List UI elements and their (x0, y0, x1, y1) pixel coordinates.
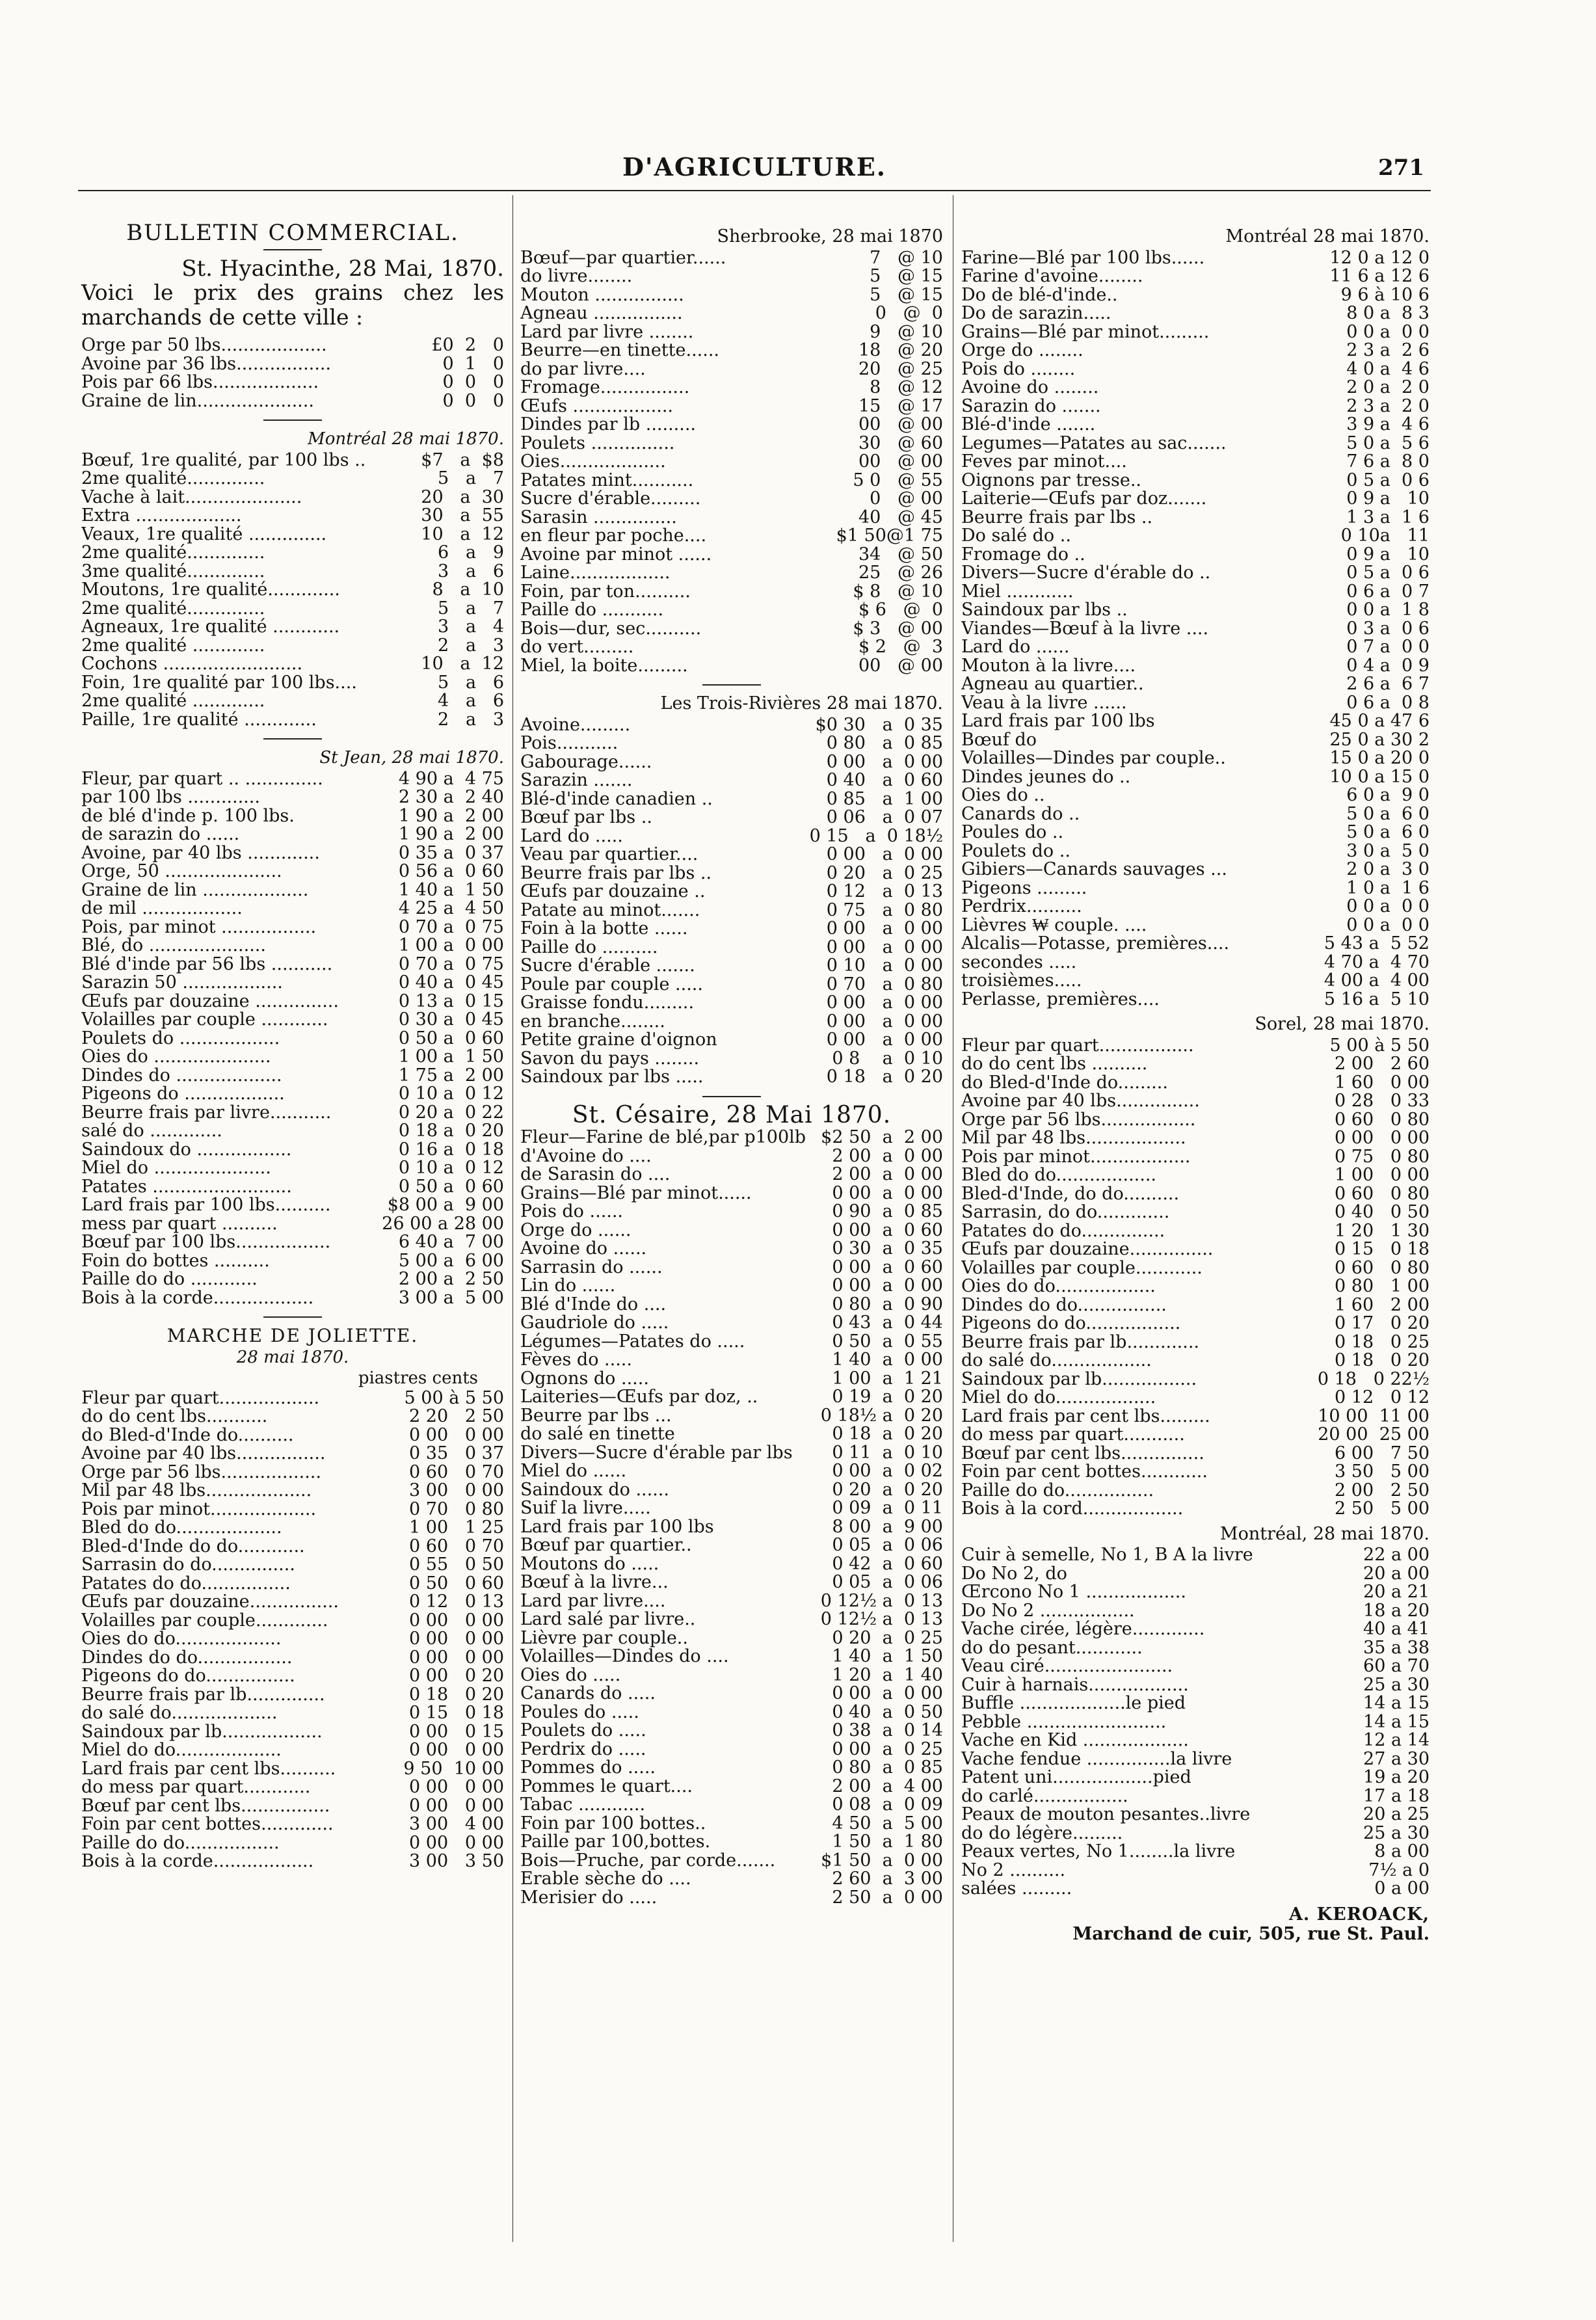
price-row: do do cent lbs .......... 2 00 2 60 (961, 1055, 1430, 1074)
price-row: Lard frais par 100 lbs.......... $8 00 a 9 00 (81, 1196, 504, 1215)
price-row: en fleur par poche.... $1 50@1 75 (520, 527, 943, 546)
column-3 (961, 215, 1430, 1944)
price-row: de Sarasin do .... 2 00 a 0 00 (520, 1166, 943, 1184)
st-hyacinthe-list (81, 336, 504, 410)
running-title: D'AGRICULTURE. (622, 152, 887, 181)
price-row: Pois par minot.................. 0 75 0 80 (961, 1147, 1430, 1166)
price-row: Do de blé-d'inde.. 9 6 à 10 6 (961, 286, 1430, 304)
price-row: do carlé................. 17 a 18 (961, 1787, 1430, 1806)
price-row: do salé en tinette 0 18 a 0 20 (520, 1425, 943, 1444)
price-row: Grains—Blé par minot...... 0 00 a 0 00 (520, 1184, 943, 1203)
price-row: Saindoux par lb................. 0 18 0 22½ (961, 1370, 1430, 1389)
price-row: 2me qualité ............. 4 a 6 (81, 692, 504, 711)
price-row: Sucre d'érable ....... 0 10 a 0 00 (520, 957, 943, 976)
price-row: en branche........ 0 00 a 0 00 (520, 1012, 943, 1031)
price-row: salées ......... 0 a 00 (961, 1880, 1430, 1899)
price-row: Patates do do................ 0 50 0 60 (81, 1574, 504, 1593)
price-row: Perdrix.......... 0 0 a 0 0 (961, 898, 1430, 916)
price-row: Bois—Pruche, par corde....... $1 50 a 0 00 (520, 1851, 943, 1870)
price-row: Veau ciré....................... 60 a 70 (961, 1657, 1430, 1676)
price-row: Volailles—Dindes par couple.. 15 0 a 20 0 (961, 749, 1430, 768)
price-row: Pigeons do do................. 0 17 0 20 (961, 1314, 1430, 1333)
price-row: Dindes jeunes do .. 10 0 a 15 0 (961, 767, 1430, 786)
price-row: Pois do ...... 0 90 a 0 85 (520, 1203, 943, 1221)
price-row: Saindoux par lbs ..... 0 18 a 0 20 (520, 1068, 943, 1087)
price-row: mess par quart .......... 26 00 a 28 00 (81, 1214, 504, 1233)
price-row: Veau à la livre ...... 0 6 a 0 8 (961, 693, 1430, 712)
price-row: Mouton à la livre.... 0 4 a 0 9 (961, 656, 1430, 675)
price-row: 2me qualité.............. 5 a 7 (81, 599, 504, 618)
price-row: Lièvres ₩ couple. .... 0 0 a 0 0 (961, 916, 1430, 935)
st-jean-date: St Jean, 28 mai 1870. (319, 748, 504, 767)
price-row: Pois do ........ 4 0 a 4 6 (961, 360, 1430, 379)
price-row: Blé d'inde par 56 lbs ........... 0 70 a 0 75 (81, 955, 504, 974)
price-row: Vache à lait..................... 20 a 30 (81, 488, 504, 507)
section-rule (702, 684, 761, 686)
price-row: do vert......... $ 2 @ 3 (520, 638, 943, 657)
price-row: Sarrasin do do............... 0 55 0 50 (81, 1556, 504, 1575)
price-row: Bœuf par lbs .. 0 06 a 0 07 (520, 808, 943, 827)
price-row: Foin do bottes .......... 5 00 a 6 00 (81, 1251, 504, 1270)
price-row: Miel do ..................... 0 10 a 0 12 (81, 1159, 504, 1178)
price-row: Do salé do .. 0 10a 11 (961, 527, 1430, 546)
price-row: Farine d'avoine........ 11 6 a 12 6 (961, 267, 1430, 286)
price-row: Bled do do................... 1 00 1 25 (81, 1519, 504, 1538)
price-row: Sucre d'érable......... 0 @ 00 (520, 490, 943, 509)
price-row: Moutons do ..... 0 42 a 0 60 (520, 1554, 943, 1573)
price-row: Vache en Kid ................... 12 a 14 (961, 1731, 1430, 1750)
price-row: Poules do .. 5 0 a 6 0 (961, 823, 1430, 842)
price-row: Divers—Sucre d'érable par lbs 0 11 a 0 10 (520, 1443, 943, 1462)
price-row: Avoine par 40 lbs................ 0 35 0 37 (81, 1445, 504, 1463)
price-row: Patates mint........... 5 0 @ 55 (520, 471, 943, 490)
price-row: Lard do ...... 0 7 a 0 0 (961, 638, 1430, 657)
price-row: Patent uni..................pied 19 a 20 (961, 1768, 1430, 1787)
price-row: Pigeons do .................. 0 10 a 0 12 (81, 1085, 504, 1104)
price-row: do do cent lbs........... 2 20 2 50 (81, 1407, 504, 1426)
price-row: Œufs .................. 15 @ 17 (520, 397, 943, 416)
price-row: Grains—Blé par minot......... 0 0 a 0 0 (961, 323, 1430, 341)
montreal-date: Montréal 28 mai 1870. (308, 429, 504, 449)
price-row: Paille, 1re qualité ............. 2 a 3 (81, 710, 504, 729)
price-row: do par livre.... 20 @ 25 (520, 360, 943, 379)
price-row: Avoine par minot ...... 34 @ 50 (520, 545, 943, 564)
price-row: Graisse fondu......... 0 00 a 0 00 (520, 994, 943, 1013)
price-row: Paille do do................. 0 00 0 00 (81, 1833, 504, 1852)
price-row: Blé-d'inde canadien .. 0 85 a 1 00 (520, 790, 943, 808)
price-row: Legumes—Patates au sac....... 5 0 a 5 6 (961, 434, 1430, 453)
price-row: Sarazin ....... 0 40 a 0 60 (520, 771, 943, 790)
price-row: Lard frais par cent lbs.......... 9 50 10 00 (81, 1759, 504, 1778)
price-row: Laiteries—Œufs par doz, .. 0 19 a 0 20 (520, 1388, 943, 1407)
price-row: do do légère......... 25 a 30 (961, 1824, 1430, 1843)
price-row: Buffle ...................le pied 14 a 15 (961, 1694, 1430, 1713)
price-row: Extra ................... 30 a 55 (81, 507, 504, 526)
price-row: Canards do .. 5 0 a 6 0 (961, 805, 1430, 823)
section-rule (263, 1316, 322, 1318)
price-row: Œufs par douzaine............... 0 15 0 18 (961, 1240, 1430, 1259)
price-row: Foin, 1re qualité par 100 lbs.... 5 a 6 (81, 673, 504, 692)
price-row: Sarrasin, do do............. 0 40 0 50 (961, 1203, 1430, 1222)
price-row: Fromage do .. 0 9 a 10 (961, 545, 1430, 564)
price-row: Petite graine d'oignon 0 00 a 0 00 (520, 1031, 943, 1050)
price-row: Canards do ..... 0 00 a 0 00 (520, 1685, 943, 1703)
price-row: Paille do ........... $ 6 @ 0 (520, 601, 943, 620)
bulletin-title: BULLETIN COMMERCIAL. (126, 220, 459, 246)
section-rule (263, 420, 322, 421)
price-row: Bœuf do 25 0 a 30 2 (961, 730, 1430, 749)
price-row: Poulets ............... 30 @ 60 (520, 434, 943, 453)
price-row: Sarazin 50 .................. 0 40 a 0 45 (81, 974, 504, 993)
price-row: Oies do do.................. 0 80 1 00 (961, 1277, 1430, 1296)
price-row: 2me qualité.............. 5 a 7 (81, 470, 504, 488)
price-row: Paille do do................ 2 00 2 50 (961, 1481, 1430, 1500)
price-row: Orge par 56 lbs.................. 0 60 0 70 (81, 1463, 504, 1482)
price-row: Mil par 48 lbs.................. 0 00 0 00 (961, 1129, 1430, 1148)
price-row: Poules do ..... 0 40 a 0 50 (520, 1703, 943, 1722)
price-row: Orge do ...... 0 00 a 0 60 (520, 1221, 943, 1240)
price-row: Avoine par 36 lbs................. 0 1 0 (81, 354, 504, 373)
price-row: Fleur—Farine de blé,par p100lb $2 50 a 2 00 (520, 1128, 943, 1147)
price-row: Do No 2 ................. 18 a 20 (961, 1601, 1430, 1620)
price-row: Pois, par minot ................. 0 70 a 0 75 (81, 918, 504, 937)
price-row: Orge, 50 ..................... 0 56 a 0 60 (81, 862, 504, 881)
price-row: Bœuf par 100 lbs................. 6 40 a 7 00 (81, 1233, 504, 1252)
price-row: Bled do do.................. 1 00 0 00 (961, 1166, 1430, 1185)
sorel-list (961, 1037, 1430, 1519)
price-row: Saindoux par lb.................. 0 00 0 15 (81, 1722, 504, 1741)
price-row: Pommes le quart.... 2 00 a 4 00 (520, 1777, 943, 1796)
price-row: Patates do do............... 1 20 1 30 (961, 1221, 1430, 1240)
price-row: Œufs par douzaine ............... 0 13 a 0 15 (81, 992, 504, 1011)
price-row: Bœuf, 1re qualité, par 100 lbs .. $7 a $8 (81, 451, 504, 470)
price-row: Paille do do ............ 2 00 a 2 50 (81, 1270, 504, 1289)
price-row: Patate au minot....... 0 75 a 0 80 (520, 901, 943, 920)
price-row: de sarazin do ...... 1 90 a 2 00 (81, 825, 504, 844)
price-row: Pois par minot................... 0 70 0 80 (81, 1500, 504, 1519)
price-row: Blé d'Inde do .... 0 80 a 0 90 (520, 1295, 943, 1314)
price-row: Pigeons ......... 1 0 a 1 6 (961, 879, 1430, 898)
price-row: Dindes do do................ 1 60 2 00 (961, 1296, 1430, 1314)
price-row: Viandes—Bœuf à la livre .... 0 3 a 0 6 (961, 619, 1430, 638)
price-row: do mess par quart........... 20 00 25 00 (961, 1426, 1430, 1445)
montreal-produce-list (961, 249, 1430, 1009)
price-row: Lard frais par 100 lbs 45 0 a 47 6 (961, 712, 1430, 731)
price-row: Peaux de mouton pesantes..livre 20 a 25 (961, 1806, 1430, 1824)
price-row: Poulets do .................. 0 50 a 0 60 (81, 1029, 504, 1048)
price-row: Merisier do ..... 2 50 a 0 00 (520, 1888, 943, 1907)
price-row: Lard par livre ........ 9 @ 10 (520, 323, 943, 341)
price-row: Bœuf par cent lbs............... 6 00 7 50 (961, 1444, 1430, 1463)
price-row: Erable sèche do .... 2 60 a 3 00 (520, 1870, 943, 1889)
price-row: Peaux vertes, No 1........la livre 8 a 00 (961, 1843, 1430, 1861)
joliette-list (81, 1389, 504, 1871)
price-row: Poule par couple ..... 0 70 a 0 80 (520, 975, 943, 994)
price-row: Oies do do................... 0 00 0 00 (81, 1630, 504, 1649)
price-row: Foin par 100 bottes.. 4 50 a 5 00 (520, 1814, 943, 1833)
price-row: Suif la livre..... 0 09 a 0 11 (520, 1499, 943, 1518)
page-number: 271 (1378, 155, 1424, 181)
price-row: Poulets do .. 3 0 a 5 0 (961, 842, 1430, 860)
price-row: do do pesant............ 35 a 38 (961, 1638, 1430, 1657)
price-row: do salé do................... 0 15 0 18 (81, 1704, 504, 1723)
price-row: Alcalis—Potasse, premières.... 5 43 a 5 52 (961, 935, 1430, 953)
sherbrooke-date: Sherbrooke, 28 mai 1870 (717, 226, 943, 247)
trois-rivieres-date: Les Trois-Rivières 28 mai 1870. (660, 693, 943, 713)
st-hyacinthe-intro: Voici le prix des grains chez les marchands de cette ville : (81, 280, 504, 330)
price-row: Lard frais par 100 lbs 8 00 a 9 00 (520, 1517, 943, 1536)
price-row: Bois—dur, sec.......... $ 3 @ 00 (520, 619, 943, 638)
price-row: Lard frais par cent lbs......... 10 00 11 00 (961, 1407, 1430, 1426)
price-row: Sarasin ............... 40 @ 45 (520, 508, 943, 527)
price-row: Miel do ...... 0 00 a 0 02 (520, 1462, 943, 1481)
price-row: Dindes do do................. 0 00 0 00 (81, 1648, 504, 1667)
st-cesaire-list (520, 1128, 943, 1907)
st-hyacinthe-place: St. Hyacinthe, 28 Mai, 1870. (181, 255, 504, 282)
price-row: Fèves do ..... 1 40 a 0 00 (520, 1351, 943, 1370)
price-row: Volailles—Dindes do .... 1 40 a 1 50 (520, 1647, 943, 1666)
price-row: Cuir à harnais.................. 25 a 30 (961, 1675, 1430, 1694)
price-row: Lin do ...... 0 00 a 0 00 (520, 1277, 943, 1296)
price-row: Oies................... 00 @ 00 (520, 453, 943, 472)
st-jean-list (81, 770, 504, 1308)
st-cesaire-title: St. Césaire, 28 Mai 1870. (572, 1101, 892, 1128)
price-row: Foin, par ton.......... $ 8 @ 10 (520, 582, 943, 601)
price-row: Sarrasin do ...... 0 00 a 0 60 (520, 1258, 943, 1277)
price-row: Gibiers—Canards sauvages ... 2 0 a 3 0 (961, 860, 1430, 879)
price-row: Do No 2, do 20 a 00 (961, 1564, 1430, 1583)
price-row: Beurre—en tinette...... 18 @ 20 (520, 341, 943, 360)
price-row: Beurre frais par lbs .. 1 3 a 1 6 (961, 508, 1430, 527)
price-row: Agneau ................ 0 @ 0 (520, 304, 943, 323)
price-row: Bois à la cord.................. 2 50 5 00 (961, 1500, 1430, 1519)
price-row: Laine.................. 25 @ 26 (520, 564, 943, 583)
price-row: Pois........... 0 80 a 0 85 (520, 734, 943, 753)
price-row: Fleur par quart................. 5 00 à 5 50 (961, 1036, 1430, 1055)
price-row: Mouton ................ 5 @ 15 (520, 286, 943, 304)
price-row: Fleur, par quart .. .............. 4 90 a 4 75 (81, 769, 504, 788)
price-row: Pois par 66 lbs................... 0 0 0 (81, 373, 504, 392)
price-row: No 2 .......... 7½ a 0 (961, 1861, 1430, 1880)
price-row: Paille do .......... 0 00 a 0 00 (520, 938, 943, 957)
price-row: Bled-d'Inde, do do.......... 0 60 0 80 (961, 1184, 1430, 1203)
price-row: de mil .................. 4 25 a 4 50 (81, 900, 504, 918)
price-row: Oies do ..... 1 20 a 1 40 (520, 1666, 943, 1685)
price-row: Saindoux do ................. 0 16 a 0 18 (81, 1140, 504, 1159)
column-divider-1 (512, 195, 513, 2242)
price-row: Lard do ..... 0 15 a 0 18½ (520, 827, 943, 846)
price-row: Avoine do ........ 2 0 a 2 0 (961, 379, 1430, 397)
price-row: Avoine par 40 lbs............... 0 28 0 33 (961, 1092, 1430, 1111)
price-row: troisièmes..... 4 00 a 4 00 (961, 972, 1430, 991)
trois-rivieres-list (520, 716, 943, 1087)
price-row: do salé do.................. 0 18 0 20 (961, 1352, 1430, 1370)
price-row: Orge par 50 lbs................... £0 2 0 (81, 336, 504, 355)
price-row: secondes ..... 4 70 a 4 70 (961, 953, 1430, 972)
merchant-signature (961, 1905, 1430, 1944)
price-row: Poulets do ..... 0 38 a 0 14 (520, 1722, 943, 1740)
header-rule (78, 190, 1431, 191)
price-row: Orge par 56 lbs................. 0 60 0 80 (961, 1110, 1430, 1129)
price-row: Dindes par lb ......... 00 @ 00 (520, 416, 943, 434)
merchant-address: Marchand de cuir, 505, rue St. Paul. (1072, 1923, 1430, 1944)
price-row: Perdrix do ..... 0 00 a 0 25 (520, 1740, 943, 1759)
price-row: Pommes do ..... 0 80 a 0 85 (520, 1759, 943, 1778)
price-row: Oies do .. 6 0 a 9 0 (961, 786, 1430, 805)
price-row: Graine de lin..................... 0 0 0 (81, 392, 504, 410)
title-rule (263, 249, 322, 250)
price-row: Miel do do.................. 0 12 0 12 (961, 1389, 1430, 1407)
leather-list (961, 1546, 1430, 1899)
price-row: Farine—Blé par 100 lbs...... 12 0 a 12 0 (961, 248, 1430, 267)
price-row: Miel, la boite......... 00 @ 00 (520, 656, 943, 675)
price-row: Bois à la corde.................. 3 00 a 5 00 (81, 1288, 504, 1307)
price-row: Bœuf par cent lbs................ 0 00 0 00 (81, 1796, 504, 1815)
price-row: par 100 lbs ............. 2 30 a 2 40 (81, 788, 504, 807)
price-row: Lard salé par livre.. 0 12½ a 0 13 (520, 1610, 943, 1629)
price-row: Beurre frais par lb............. 0 18 0 25 (961, 1333, 1430, 1352)
price-row: Fleur par quart.................. 5 00 à 5 50 (81, 1389, 504, 1407)
price-row: Pigeons do do................ 0 00 0 20 (81, 1667, 504, 1686)
price-row: Vache cirée, légère............. 40 a 41 (961, 1620, 1430, 1639)
price-row: Patates ......................... 0 50 a 0 60 (81, 1177, 504, 1196)
price-row: do mess par quart............ 0 00 0 00 (81, 1778, 504, 1797)
price-row: Avoine......... $0 30 a 0 35 (520, 715, 943, 734)
price-row: Gabourage...... 0 00 a 0 00 (520, 753, 943, 771)
price-row: Ognons do ..... 1 00 a 1 21 (520, 1369, 943, 1388)
price-row: Divers—Sucre d'érable do .. 0 5 a 0 6 (961, 564, 1430, 583)
section-rule (702, 1096, 761, 1097)
price-row: Bœuf à la livre... 0 05 a 0 06 (520, 1573, 943, 1592)
price-row: Foin par cent bottes............ 3 50 5 00 (961, 1463, 1430, 1482)
price-row: Beurre frais par lb.............. 0 18 0 20 (81, 1685, 504, 1704)
price-row: Graine de lin ................... 1 40 a 1 50 (81, 881, 504, 900)
price-row: Miel ............ 0 6 a 0 7 (961, 582, 1430, 601)
price-row: Tabac ............ 0 08 a 0 09 (520, 1796, 943, 1815)
price-row: Bœuf—par quartier...... 7 @ 10 (520, 248, 943, 267)
price-row: Œrcono No 1 .................. 20 a 21 (961, 1583, 1430, 1602)
price-row: Moutons, 1re qualité............. 8 a 10 (81, 581, 504, 600)
price-row: Cuir à semelle, No 1, B A la livre 22 a 00 (961, 1546, 1430, 1565)
price-row: Volailles par couple............. 0 00 0 00 (81, 1611, 504, 1630)
price-row: Blé, do ..................... 1 00 a 0 00 (81, 937, 504, 955)
price-row: do livre........ 5 @ 15 (520, 267, 943, 286)
price-row: Perlasse, premières.... 5 16 a 5 10 (961, 990, 1430, 1009)
price-row: Œufs par douzaine................ 0 12 0 13 (81, 1593, 504, 1612)
price-row: Oignons par tresse.. 0 5 a 0 6 (961, 471, 1430, 490)
merchant-name: A. KEROACK, (1288, 1904, 1430, 1925)
price-row: Foin à la botte ...... 0 00 a 0 00 (520, 920, 943, 939)
price-row: Laiterie—Œufs par doz....... 0 9 a 10 (961, 490, 1430, 509)
price-row: Bœuf par quartier.. 0 05 a 0 06 (520, 1536, 943, 1555)
price-row: Bois à la corde.................. 3 00 3 50 (81, 1852, 504, 1871)
price-row: 3me qualité.............. 3 a 6 (81, 562, 504, 581)
price-row: Œufs par douzaine .. 0 12 a 0 13 (520, 883, 943, 901)
price-row: Saindoux par lbs .. 0 0 a 1 8 (961, 601, 1430, 620)
montreal-3-date: Montréal, 28 mai 1870. (1219, 1523, 1430, 1544)
column-1 (81, 215, 504, 1878)
price-row: Avoine do ...... 0 30 a 0 35 (520, 1240, 943, 1259)
price-row: Mil par 48 lbs................... 3 00 0 00 (81, 1482, 504, 1500)
price-row: de blé d'inde p. 100 lbs. 1 90 a 2 00 (81, 807, 504, 825)
price-row: Lièvre par couple.. 0 20 a 0 25 (520, 1629, 943, 1647)
price-row: Orge do ........ 2 3 a 2 6 (961, 341, 1430, 360)
price-row: Oies do ..................... 1 00 a 1 50 (81, 1048, 504, 1067)
price-row: Veaux, 1re qualité .............. 10 a 12 (81, 525, 504, 544)
column-2 (520, 215, 943, 1913)
price-row: Pebble ......................... 14 a 15 (961, 1713, 1430, 1731)
price-row: 2me qualité ............. 2 a 3 (81, 636, 504, 655)
price-row: Agneaux, 1re qualité ............ 3 a 4 (81, 618, 504, 637)
price-row: Blé-d'inde ....... 3 9 a 4 6 (961, 416, 1430, 434)
price-row: Foin par cent bottes............. 3 00 4 00 (81, 1815, 504, 1834)
page-header (78, 150, 1431, 189)
price-row: Veau par quartier.... 0 00 a 0 00 (520, 846, 943, 864)
price-row: Vache fendue ...............la livre 27 a 30 (961, 1750, 1430, 1768)
price-row: Agneau au quartier.. 2 6 a 6 7 (961, 675, 1430, 694)
price-row: do Bled-d'Inde do......... 1 60 0 00 (961, 1073, 1430, 1092)
price-row: do Bled-d'Inde do.......... 0 00 0 00 (81, 1426, 504, 1445)
price-row: Lard par livre.... 0 12½ a 0 13 (520, 1592, 943, 1610)
price-row: Légumes—Patates do ..... 0 50 a 0 55 (520, 1332, 943, 1351)
price-row: Savon du pays ........ 0 8 a 0 10 (520, 1049, 943, 1068)
sorel-date: Sorel, 28 mai 1870. (1255, 1014, 1430, 1034)
price-row: Volailles par couple............ 0 60 0 80 (961, 1259, 1430, 1277)
price-row: Gaudriole do ..... 0 43 a 0 44 (520, 1314, 943, 1333)
price-row: Beurre frais par livre........... 0 20 a 0 22 (81, 1103, 504, 1122)
price-row: Miel do do................... 0 00 0 00 (81, 1741, 504, 1760)
section-rule (263, 738, 322, 740)
price-row: Beurre par lbs ... 0 18½ a 0 20 (520, 1406, 943, 1425)
joliette-title: MARCHE DE JOLIETTE. (166, 1325, 419, 1346)
montreal-2-date: Montréal 28 mai 1870. (1225, 226, 1430, 247)
price-row: Paille par 100,bottes. 1 50 a 1 80 (520, 1833, 943, 1852)
price-row: 2me qualité.............. 6 a 9 (81, 544, 504, 563)
price-row: Sarazin do ....... 2 3 a 2 0 (961, 397, 1430, 416)
price-row: Feves par minot.... 7 6 a 8 0 (961, 453, 1430, 472)
price-row: salé do ............. 0 18 a 0 20 (81, 1122, 504, 1141)
price-row: Bled-d'Inde do do............ 0 60 0 70 (81, 1537, 504, 1556)
price-row: Cochons ......................... 10 a 12 (81, 655, 504, 674)
joliette-units: piastres cents (358, 1368, 478, 1388)
price-row: Fromage................ 8 @ 12 (520, 379, 943, 397)
joliette-date: 28 mai 1870. (236, 1347, 349, 1367)
price-row: Beurre frais par lbs .. 0 20 a 0 25 (520, 864, 943, 883)
sherbrooke-list (520, 249, 943, 676)
montreal-livestock-list (81, 451, 504, 730)
price-row: Volailles par couple ............ 0 30 a 0 45 (81, 1011, 504, 1030)
price-row: Saindoux do ...... 0 20 a 0 20 (520, 1480, 943, 1499)
price-row: Do de sarazin..... 8 0 a 8 3 (961, 304, 1430, 323)
price-row: d'Avoine do .... 2 00 a 0 00 (520, 1147, 943, 1166)
price-row: Dindes do ................... 1 75 a 2 00 (81, 1066, 504, 1085)
price-row: Avoine, par 40 lbs ............. 0 35 a 0 37 (81, 844, 504, 862)
